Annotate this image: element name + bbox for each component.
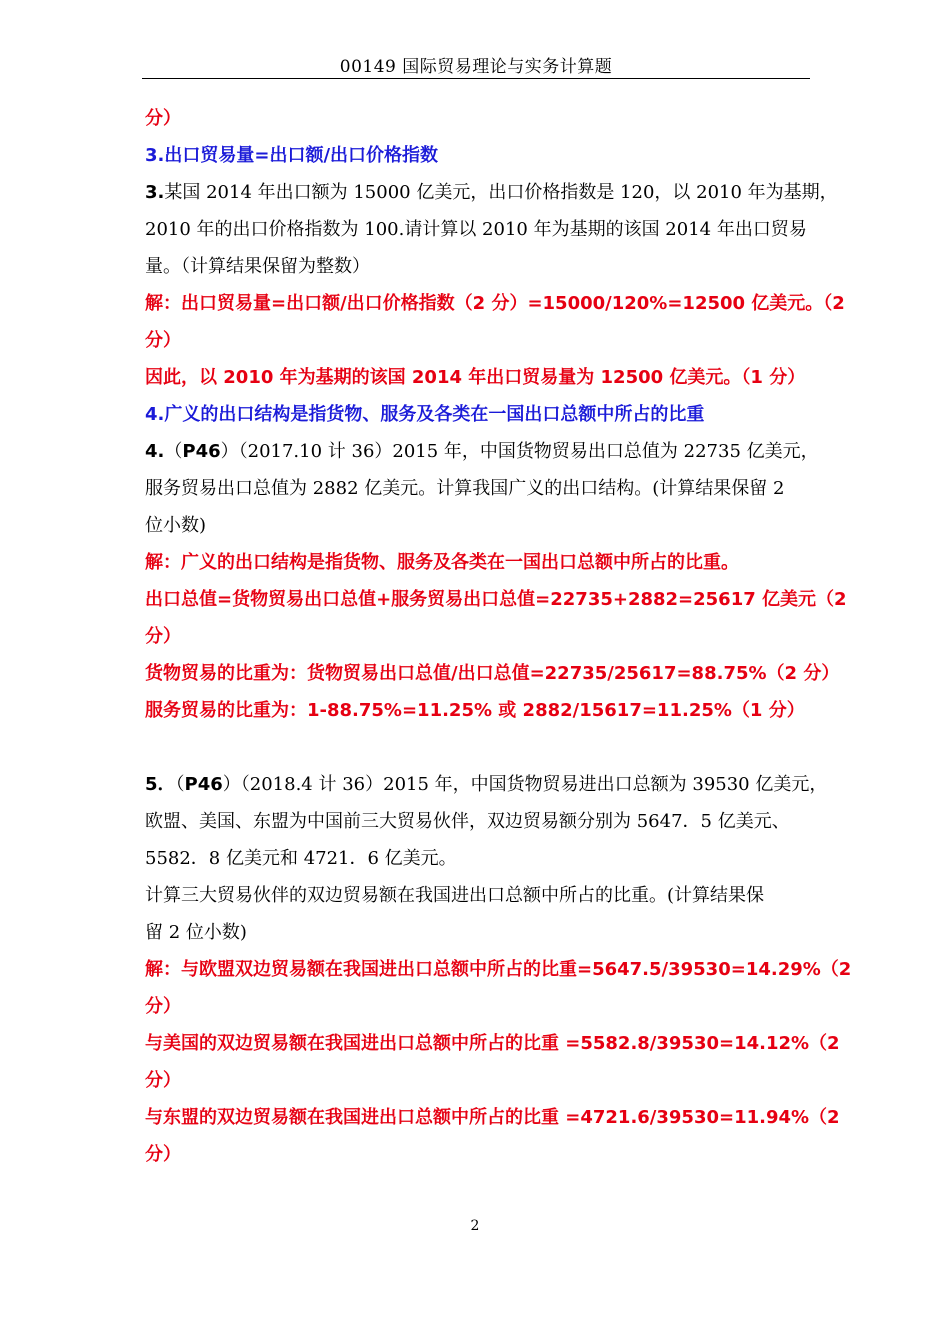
text-line — [145, 322, 810, 359]
line-text: 分） — [145, 108, 181, 129]
line-text: （2017.10 计 36）2015 年，中国货物贸易出口总值为 22735 亿美元， — [238, 441, 819, 462]
page-number: 2 — [470, 1218, 480, 1234]
page-reference-code: P46 — [184, 774, 223, 795]
text-line — [145, 692, 810, 729]
text-line — [145, 211, 810, 248]
text-line — [145, 174, 838, 211]
text-line — [145, 137, 810, 174]
header-divider — [142, 78, 810, 79]
line-text: 分） — [145, 996, 181, 1017]
line-text: （2018.4 计 36）2015 年，中国货物贸易进出口总额为 39530 亿美元， — [240, 774, 828, 795]
page-header-title: 00149 国际贸易理论与实务计算题 — [339, 57, 613, 77]
page-reference: （P46） — [175, 774, 241, 795]
line-text: 4.广义的出口结构是指货物、服务及各类在一国出口总额中所占的比重 — [145, 404, 705, 425]
text-line — [145, 618, 810, 655]
question-number: 5． — [145, 774, 176, 795]
line-text: 留 2 位小数) — [145, 922, 247, 943]
text-line — [145, 100, 810, 137]
line-text: 5582．8 亿美元和 4721．6 亿美元。 — [145, 848, 457, 869]
line-text: 位小数) — [145, 515, 207, 536]
text-line — [145, 1136, 810, 1173]
text-line — [145, 951, 852, 988]
line-text: 分） — [145, 1144, 181, 1165]
question-number: 3. — [145, 182, 165, 203]
text-line — [145, 544, 810, 581]
line-text: 服务贸易出口总值为 2882 亿美元。计算我国广义的出口结构。(计算结果保留 2 — [145, 478, 785, 499]
blank-line — [145, 729, 810, 766]
line-text: 分） — [145, 330, 181, 351]
line-text: 解：广义的出口结构是指货物、服务及各类在一国出口总额中所占的比重。 — [145, 552, 739, 573]
text-line — [145, 914, 810, 951]
line-text: 与美国的双边贸易额在我国进出口总额中所占的比重 =5582.8/39530=14.12%（2 — [145, 1033, 840, 1054]
document-body — [145, 100, 852, 1173]
page-reference: （P46） — [164, 441, 239, 462]
line-text: 分） — [145, 626, 181, 647]
text-line — [145, 988, 810, 1025]
line-text: 量。（计算结果保留为整数） — [145, 256, 370, 277]
text-line — [145, 581, 847, 618]
line-text: 2010 年的出口价格指数为 100.请计算以 2010 年为基期的该国 2014 年出口贸易 — [145, 219, 807, 240]
line-text: 解：与欧盟双边贸易额在我国进出口总额中所占的比重=5647.5/39530=14.29%（2 — [145, 959, 852, 980]
text-line — [145, 507, 810, 544]
line-text: 3.出口贸易量=出口额/出口价格指数 — [145, 145, 439, 166]
question-number: 4. — [145, 441, 165, 462]
line-text: 解：出口贸易量=出口额/出口价格指数（2 分）=15000/120%=12500 亿美元。（2 — [145, 293, 845, 314]
line-text: 因此，以 2010 年为基期的该国 2014 年出口贸易量为 12500 亿美元。（1 分） — [145, 367, 806, 388]
line-text: 欧盟、美国、东盟为中国前三大贸易伙伴，双边贸易额分别为 5647．5 亿美元、 — [145, 811, 790, 832]
text-line — [145, 1099, 840, 1136]
text-line — [145, 359, 810, 396]
line-text: 服务贸易的比重为：1-88.75%=11.25% 或 2882/15617=11.25%（1 分） — [145, 700, 805, 721]
line-text: 货物贸易的比重为：货物贸易出口总值/出口总值=22735/25617=88.75%（2 分） — [145, 663, 840, 684]
text-line — [145, 1025, 840, 1062]
line-text: 出口总值=货物贸易出口总值+服务贸易出口总值=22735+2882=25617 亿美元（2 — [145, 589, 847, 610]
text-line — [145, 1062, 810, 1099]
text-line — [145, 766, 828, 803]
line-text: 某国 2014 年出口额为 15000 亿美元，出口价格指数是 120，以 2010 年为基期， — [164, 182, 838, 203]
page-reference-code: P46 — [182, 441, 221, 462]
text-line — [145, 803, 810, 840]
text-line — [145, 433, 819, 470]
line-text: 与东盟的双边贸易额在我国进出口总额中所占的比重 =4721.6/39530=11.94%（2 — [145, 1107, 840, 1128]
line-text: 计算三大贸易伙伴的双边贸易额在我国进出口总额中所占的比重。(计算结果保 — [145, 885, 765, 906]
text-line — [145, 248, 810, 285]
text-line — [145, 396, 810, 433]
line-text: 分） — [145, 1070, 181, 1091]
text-line — [145, 470, 810, 507]
text-line — [145, 877, 810, 914]
text-line — [145, 285, 845, 322]
text-line — [145, 840, 810, 877]
text-line — [145, 655, 840, 692]
